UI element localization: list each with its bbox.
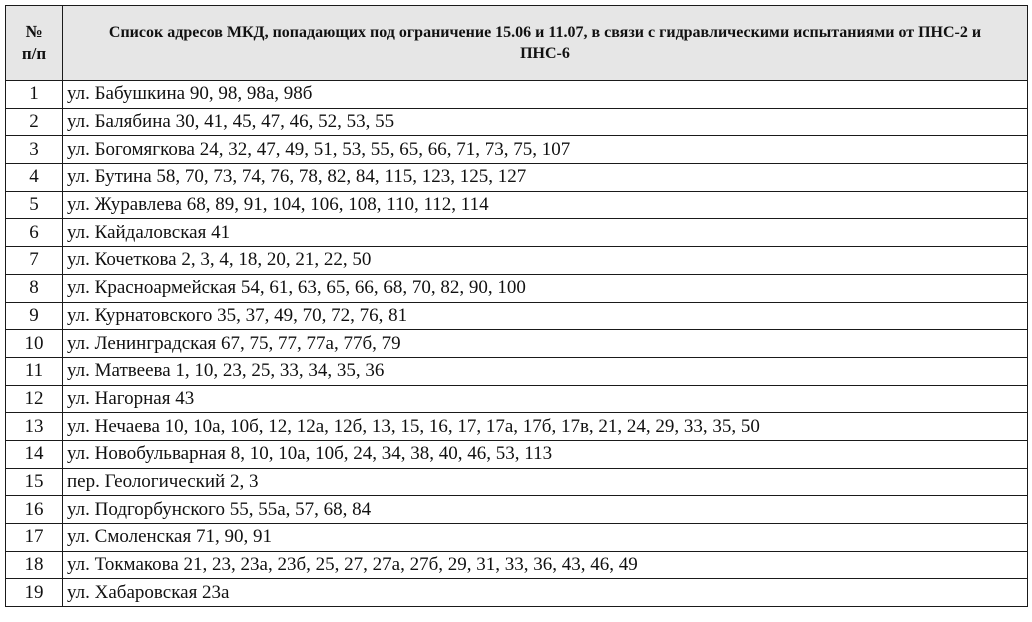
row-address: ул. Богомягкова 24, 32, 47, 49, 51, 53, 55, 65, 66, 71, 73, 75, 107	[63, 136, 1028, 164]
row-address: ул. Токмакова 21, 23, 23а, 23б, 25, 27, 27а, 27б, 29, 31, 33, 36, 43, 46, 49	[63, 551, 1028, 579]
row-number: 5	[6, 191, 63, 219]
row-address: ул. Курнатовского 35, 37, 49, 70, 72, 76, 81	[63, 302, 1028, 330]
row-address: ул. Смоленская 71, 90, 91	[63, 524, 1028, 552]
address-table	[5, 5, 1028, 607]
row-address: ул. Хабаровская 23а	[63, 579, 1028, 607]
table-row	[6, 440, 1028, 468]
number-sign: №	[25, 22, 43, 41]
row-address: ул. Матвеева 1, 10, 23, 25, 33, 34, 35, 36	[63, 357, 1028, 385]
table-row	[6, 302, 1028, 330]
table-row	[6, 330, 1028, 358]
table-body	[6, 81, 1028, 607]
table-row	[6, 219, 1028, 247]
row-number: 18	[6, 551, 63, 579]
row-address: ул. Кайдаловская 41	[63, 219, 1028, 247]
table-row	[6, 136, 1028, 164]
table-row	[6, 191, 1028, 219]
row-number: 15	[6, 468, 63, 496]
table-row	[6, 164, 1028, 192]
row-number: 1	[6, 81, 63, 109]
row-number: 7	[6, 247, 63, 275]
row-address: ул. Бабушкина 90, 98, 98а, 98б	[63, 81, 1028, 109]
row-number: 8	[6, 274, 63, 302]
table-row	[6, 108, 1028, 136]
table-row	[6, 274, 1028, 302]
table-row	[6, 81, 1028, 109]
row-address: ул. Новобульварная 8, 10, 10а, 10б, 24, 34, 38, 40, 46, 53, 113	[63, 440, 1028, 468]
row-number: 11	[6, 357, 63, 385]
table-title: Список адресов МКД, попадающих под ограничение 15.06 и 11.07, в связи с гидравлическими испытаниями от ПНС-2 и ПНС-6	[63, 6, 1028, 81]
row-address: ул. Ленинградская 67, 75, 77, 77а, 77б, 79	[63, 330, 1028, 358]
document	[5, 5, 1028, 607]
row-number: 4	[6, 164, 63, 192]
table-row	[6, 496, 1028, 524]
row-address: пер. Геологический 2, 3	[63, 468, 1028, 496]
row-number: 3	[6, 136, 63, 164]
row-address: ул. Нечаева 10, 10а, 10б, 12, 12а, 12б, 13, 15, 16, 17, 17а, 17б, 17в, 21, 24, 29, 33, 35, 50	[63, 413, 1028, 441]
table-row	[6, 468, 1028, 496]
row-number: 6	[6, 219, 63, 247]
row-address: ул. Балябина 30, 41, 45, 47, 46, 52, 53, 55	[63, 108, 1028, 136]
number-abbrev: п/п	[21, 44, 47, 63]
row-number: 9	[6, 302, 63, 330]
row-address: ул. Красноармейская 54, 61, 63, 65, 66, 68, 70, 82, 90, 100	[63, 274, 1028, 302]
row-number: 2	[6, 108, 63, 136]
header-row	[6, 6, 1028, 81]
table-header	[6, 6, 1028, 81]
row-number: 10	[6, 330, 63, 358]
table-row	[6, 357, 1028, 385]
table-row	[6, 385, 1028, 413]
row-address: ул. Журавлева 68, 89, 91, 104, 106, 108, 110, 112, 114	[63, 191, 1028, 219]
row-number: 12	[6, 385, 63, 413]
number-column-header	[6, 6, 63, 81]
row-address: ул. Кочеткова 2, 3, 4, 18, 20, 21, 22, 50	[63, 247, 1028, 275]
row-number: 13	[6, 413, 63, 441]
table-row	[6, 247, 1028, 275]
table-row	[6, 579, 1028, 607]
table-row	[6, 413, 1028, 441]
row-number: 19	[6, 579, 63, 607]
row-number: 16	[6, 496, 63, 524]
table-row	[6, 551, 1028, 579]
row-address: ул. Подгорбунского 55, 55а, 57, 68, 84	[63, 496, 1028, 524]
table-row	[6, 524, 1028, 552]
row-number: 17	[6, 524, 63, 552]
row-number: 14	[6, 440, 63, 468]
row-address: ул. Бутина 58, 70, 73, 74, 76, 78, 82, 84, 115, 123, 125, 127	[63, 164, 1028, 192]
row-address: ул. Нагорная 43	[63, 385, 1028, 413]
